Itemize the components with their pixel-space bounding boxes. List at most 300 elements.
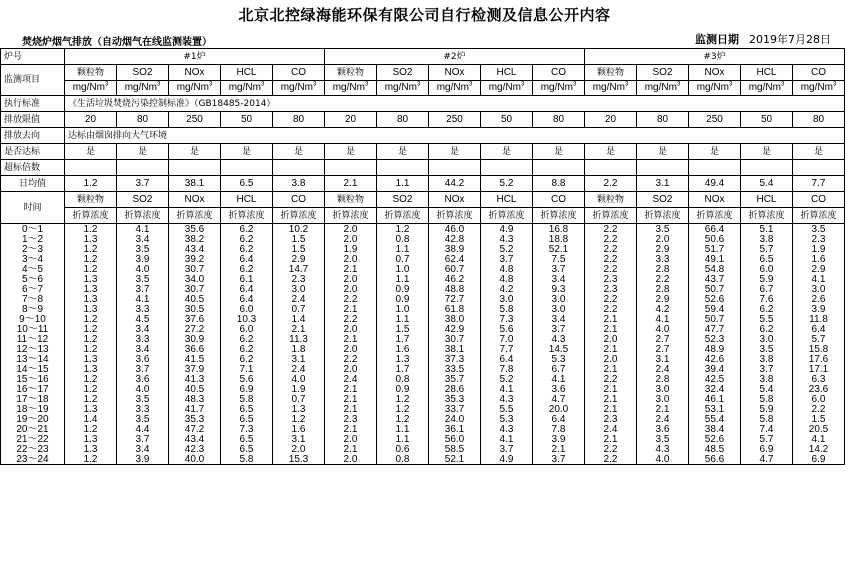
value-cell: 55.4 xyxy=(689,414,741,424)
value-cell: 5.7 xyxy=(793,334,845,344)
value-cell: 0.7 xyxy=(377,254,429,264)
unit-base: mg/Nm xyxy=(436,82,469,93)
value-cell: 1.2 xyxy=(65,454,117,465)
value-cell: 6.2 xyxy=(741,324,793,334)
table-row xyxy=(1,434,845,444)
limit-cell: 80 xyxy=(637,112,689,128)
exceed-label: 超标倍数 xyxy=(1,160,65,176)
value-cell: 5.2 xyxy=(481,374,533,384)
value-cell: 10.3 xyxy=(221,314,273,324)
standard-label: 执行标准 xyxy=(1,96,65,112)
value-cell: 1.2 xyxy=(65,254,117,264)
value-cell: 6.0 xyxy=(221,304,273,314)
daily-cell: 3.7 xyxy=(117,176,169,192)
value-cell: 62.4 xyxy=(429,254,481,264)
value-cell: 38.1 xyxy=(429,344,481,354)
value-cell: 2.1 xyxy=(585,364,637,374)
value-cell: 1.1 xyxy=(377,244,429,254)
unit-sup: 3 xyxy=(364,81,369,88)
value-cell: 2.1 xyxy=(585,434,637,444)
value-cell: 1.1 xyxy=(377,314,429,324)
exceed-cell xyxy=(429,160,481,176)
value-cell: 2.1 xyxy=(325,304,377,314)
value-cell: 1.3 xyxy=(65,304,117,314)
value-cell: 10.2 xyxy=(273,224,325,235)
emission-table xyxy=(0,48,845,465)
value-cell: 7.7 xyxy=(481,344,533,354)
table-row xyxy=(1,424,845,434)
value-cell: 27.2 xyxy=(169,324,221,334)
exceed-cell xyxy=(325,160,377,176)
value-cell: 6.2 xyxy=(741,304,793,314)
value-cell: 2.2 xyxy=(585,454,637,465)
pollutant-header: SO2 xyxy=(117,192,169,208)
exceed-cell xyxy=(117,160,169,176)
value-cell: 2.2 xyxy=(585,304,637,314)
value-cell: 2.8 xyxy=(637,284,689,294)
value-cell: 30.5 xyxy=(169,304,221,314)
pollutant-header: HCL xyxy=(221,65,273,81)
value-cell: 3.4 xyxy=(117,444,169,454)
limit-cell: 50 xyxy=(741,112,793,128)
value-cell: 1.3 xyxy=(65,294,117,304)
unit-cell xyxy=(169,81,221,96)
unit-base: mg/Nm xyxy=(592,82,625,93)
pollutant-header: CO xyxy=(533,192,585,208)
value-cell: 40.0 xyxy=(169,454,221,465)
daily-cell: 5.2 xyxy=(481,176,533,192)
daily-cell: 44.2 xyxy=(429,176,481,192)
value-cell: 3.5 xyxy=(117,274,169,284)
value-cell: 37.9 xyxy=(169,364,221,374)
pollutant-header: 颗粒物 xyxy=(65,65,117,81)
value-cell: 5.8 xyxy=(481,304,533,314)
conc-label: 折算浓度 xyxy=(117,208,169,224)
value-cell: 6.4 xyxy=(481,354,533,364)
value-cell: 3.5 xyxy=(117,414,169,424)
value-cell: 35.3 xyxy=(429,394,481,404)
value-cell: 1.5 xyxy=(273,234,325,244)
value-cell: 6.2 xyxy=(221,224,273,235)
value-cell: 14.5 xyxy=(533,344,585,354)
unit-base: mg/Nm xyxy=(124,82,157,93)
exceed-cell xyxy=(533,160,585,176)
table-row xyxy=(1,224,845,235)
value-cell: 1.2 xyxy=(377,224,429,235)
unit-sup: 3 xyxy=(156,81,161,88)
exceed-cell xyxy=(273,160,325,176)
exceed-cell xyxy=(689,160,741,176)
value-cell: 5.5 xyxy=(481,404,533,414)
compliance-cell: 是 xyxy=(741,144,793,160)
pollutant-header: NOx xyxy=(689,65,741,81)
unit-sup: 3 xyxy=(468,81,473,88)
unit-cell xyxy=(585,81,637,96)
unit-sup: 3 xyxy=(520,81,525,88)
value-cell: 5.8 xyxy=(741,414,793,424)
value-cell: 6.7 xyxy=(533,364,585,374)
value-cell: 3.7 xyxy=(533,324,585,334)
value-cell: 3.4 xyxy=(117,324,169,334)
value-cell: 1.3 xyxy=(273,404,325,414)
conc-row xyxy=(1,208,845,224)
pollutant-header: CO xyxy=(793,65,845,81)
value-cell: 15.8 xyxy=(793,344,845,354)
value-cell: 4.2 xyxy=(481,284,533,294)
value-cell: 4.8 xyxy=(481,264,533,274)
unit-cell xyxy=(793,81,845,96)
limit-cell: 250 xyxy=(689,112,741,128)
pollutant-header: CO xyxy=(273,192,325,208)
time-cell: 18～19 xyxy=(1,404,65,414)
value-cell: 6.4 xyxy=(221,254,273,264)
value-cell: 5.5 xyxy=(741,314,793,324)
furnace-label: 炉号 xyxy=(1,49,65,65)
unit-cell xyxy=(429,81,481,96)
value-cell: 4.9 xyxy=(481,454,533,465)
value-cell: 3.4 xyxy=(533,314,585,324)
unit-cell xyxy=(377,81,429,96)
conc-label: 折算浓度 xyxy=(689,208,741,224)
value-cell: 2.1 xyxy=(585,344,637,354)
table-row xyxy=(1,444,845,454)
value-cell: 2.2 xyxy=(325,314,377,324)
value-cell: 50.7 xyxy=(689,284,741,294)
value-cell: 2.2 xyxy=(585,244,637,254)
value-cell: 2.2 xyxy=(585,374,637,384)
value-cell: 7.4 xyxy=(741,424,793,434)
unit-sup: 3 xyxy=(208,81,213,88)
value-cell: 4.1 xyxy=(117,224,169,235)
table-row xyxy=(1,354,845,364)
value-cell: 42.9 xyxy=(429,324,481,334)
value-cell: 61.8 xyxy=(429,304,481,314)
value-cell: 37.3 xyxy=(429,354,481,364)
compliance-cell: 是 xyxy=(533,144,585,160)
value-cell: 41.7 xyxy=(169,404,221,414)
value-cell: 6.1 xyxy=(221,274,273,284)
table-row xyxy=(1,284,845,294)
conc-label: 折算浓度 xyxy=(585,208,637,224)
unit-sup: 3 xyxy=(312,81,317,88)
value-cell: 3.9 xyxy=(117,454,169,465)
value-cell: 50.6 xyxy=(689,234,741,244)
value-cell: 7.8 xyxy=(533,424,585,434)
value-cell: 4.1 xyxy=(117,294,169,304)
conc-label: 折算浓度 xyxy=(325,208,377,224)
time-cell: 15～16 xyxy=(1,374,65,384)
value-cell: 4.0 xyxy=(637,324,689,334)
value-cell: 1.2 xyxy=(65,384,117,394)
time-cell: 21～22 xyxy=(1,434,65,444)
value-cell: 6.2 xyxy=(221,234,273,244)
value-cell: 3.7 xyxy=(741,364,793,374)
compliance-cell: 是 xyxy=(221,144,273,160)
value-cell: 1.4 xyxy=(65,414,117,424)
limit-cell: 20 xyxy=(585,112,637,128)
value-cell: 1.2 xyxy=(65,264,117,274)
value-cell: 4.0 xyxy=(117,384,169,394)
exceed-cell xyxy=(741,160,793,176)
limit-cell: 250 xyxy=(169,112,221,128)
value-cell: 6.5 xyxy=(221,414,273,424)
limit-cell: 20 xyxy=(65,112,117,128)
value-cell: 2.4 xyxy=(273,294,325,304)
limit-label: 排放限值 xyxy=(1,112,65,128)
furnace-1-header: #1炉 xyxy=(65,49,325,65)
value-cell: 3.0 xyxy=(533,294,585,304)
value-cell: 6.9 xyxy=(793,454,845,465)
pollutant-header: NOx xyxy=(169,65,221,81)
monitor-date-value: 2019年7月28日 xyxy=(749,33,831,46)
pollutant-header: 颗粒物 xyxy=(65,192,117,208)
value-cell: 38.9 xyxy=(429,244,481,254)
value-cell: 2.0 xyxy=(325,234,377,244)
value-cell: 47.2 xyxy=(169,424,221,434)
value-cell: 1.7 xyxy=(377,334,429,344)
value-cell: 17.6 xyxy=(793,354,845,364)
unit-sup: 3 xyxy=(780,81,785,88)
value-cell: 6.5 xyxy=(741,254,793,264)
value-cell: 3.3 xyxy=(637,254,689,264)
pollutant-header: HCL xyxy=(741,192,793,208)
value-cell: 1.0 xyxy=(377,304,429,314)
table-row xyxy=(1,404,845,414)
value-cell: 4.7 xyxy=(533,394,585,404)
value-cell: 38.2 xyxy=(169,234,221,244)
limit-cell: 80 xyxy=(793,112,845,128)
value-cell: 3.3 xyxy=(117,304,169,314)
value-cell: 3.0 xyxy=(637,384,689,394)
value-cell: 2.8 xyxy=(637,374,689,384)
value-cell: 2.1 xyxy=(585,384,637,394)
value-cell: 3.4 xyxy=(117,234,169,244)
limit-cell: 80 xyxy=(377,112,429,128)
table-row xyxy=(1,384,845,394)
value-cell: 51.7 xyxy=(689,244,741,254)
unit-sup: 3 xyxy=(104,81,109,88)
value-cell: 2.1 xyxy=(533,444,585,454)
pollutant-header: CO xyxy=(793,192,845,208)
value-cell: 3.7 xyxy=(481,254,533,264)
value-cell: 47.7 xyxy=(689,324,741,334)
value-cell: 4.1 xyxy=(481,434,533,444)
unit-cell xyxy=(117,81,169,96)
compliance-cell: 是 xyxy=(793,144,845,160)
time-cell: 17～18 xyxy=(1,394,65,404)
compliance-cell: 是 xyxy=(689,144,741,160)
value-cell: 2.9 xyxy=(637,244,689,254)
time-cell: 12～13 xyxy=(1,344,65,354)
value-cell: 23.6 xyxy=(793,384,845,394)
value-cell: 43.4 xyxy=(169,434,221,444)
destination-value: 达标由烟囱排向大气环境 xyxy=(65,128,845,144)
value-cell: 1.8 xyxy=(273,344,325,354)
value-cell: 39.2 xyxy=(169,254,221,264)
value-cell: 1.2 xyxy=(65,314,117,324)
value-cell: 37.6 xyxy=(169,314,221,324)
unit-base: mg/Nm xyxy=(540,82,573,93)
value-cell: 5.3 xyxy=(481,414,533,424)
pollutant-header: NOx xyxy=(429,192,481,208)
value-cell: 3.4 xyxy=(533,274,585,284)
time-cell: 1～2 xyxy=(1,234,65,244)
daily-cell: 2.1 xyxy=(325,176,377,192)
value-cell: 1.9 xyxy=(273,384,325,394)
value-cell: 3.1 xyxy=(637,354,689,364)
daily-cell: 1.2 xyxy=(65,176,117,192)
value-cell: 43.7 xyxy=(689,274,741,284)
table-row xyxy=(1,334,845,344)
value-cell: 5.3 xyxy=(533,354,585,364)
value-cell: 2.1 xyxy=(273,324,325,334)
value-cell: 48.5 xyxy=(689,444,741,454)
value-cell: 5.8 xyxy=(221,394,273,404)
value-cell: 4.3 xyxy=(533,334,585,344)
value-cell: 2.2 xyxy=(793,404,845,414)
table-row xyxy=(1,394,845,404)
value-cell: 0.8 xyxy=(377,374,429,384)
value-cell: 11.3 xyxy=(273,334,325,344)
value-cell: 6.2 xyxy=(221,354,273,364)
value-cell: 36.1 xyxy=(429,424,481,434)
value-cell: 2.1 xyxy=(585,394,637,404)
pollutant-header: 颗粒物 xyxy=(325,65,377,81)
unit-cell xyxy=(741,81,793,96)
unit-row xyxy=(1,81,845,96)
unit-cell xyxy=(533,81,585,96)
value-cell: 2.9 xyxy=(793,264,845,274)
value-cell: 4.1 xyxy=(637,314,689,324)
value-cell: 2.1 xyxy=(325,444,377,454)
value-cell: 6.2 xyxy=(221,244,273,254)
value-cell: 2.6 xyxy=(793,294,845,304)
value-cell: 2.9 xyxy=(273,254,325,264)
value-cell: 1.2 xyxy=(377,404,429,414)
table-row xyxy=(1,454,845,465)
value-cell: 0.9 xyxy=(377,384,429,394)
value-cell: 1.3 xyxy=(65,274,117,284)
pollutant-header: NOx xyxy=(689,192,741,208)
value-cell: 6.4 xyxy=(221,294,273,304)
monitor-date xyxy=(695,31,831,47)
daily-cell: 38.1 xyxy=(169,176,221,192)
value-cell: 1.1 xyxy=(377,424,429,434)
unit-base: mg/Nm xyxy=(332,82,365,93)
value-cell: 2.2 xyxy=(585,254,637,264)
table-row xyxy=(1,274,845,284)
value-cell: 11.8 xyxy=(793,314,845,324)
time-cell: 8～9 xyxy=(1,304,65,314)
value-cell: 58.5 xyxy=(429,444,481,454)
value-cell: 3.4 xyxy=(117,344,169,354)
value-cell: 3.8 xyxy=(741,374,793,384)
unit-base: mg/Nm xyxy=(384,82,417,93)
value-cell: 2.7 xyxy=(637,334,689,344)
value-cell: 72.7 xyxy=(429,294,481,304)
value-cell: 1.2 xyxy=(65,374,117,384)
compliance-cell: 是 xyxy=(273,144,325,160)
value-cell: 3.5 xyxy=(637,224,689,235)
value-cell: 4.0 xyxy=(117,264,169,274)
value-cell: 6.7 xyxy=(741,284,793,294)
pollutant-header: NOx xyxy=(169,192,221,208)
value-cell: 3.5 xyxy=(793,224,845,235)
value-cell: 3.1 xyxy=(273,434,325,444)
table-row xyxy=(1,294,845,304)
value-cell: 53.1 xyxy=(689,404,741,414)
value-cell: 3.1 xyxy=(273,354,325,364)
compliance-cell: 是 xyxy=(637,144,689,160)
daily-cell: 49.4 xyxy=(689,176,741,192)
value-cell: 3.6 xyxy=(117,354,169,364)
value-cell: 9.3 xyxy=(533,284,585,294)
unit-cell xyxy=(689,81,741,96)
value-cell: 1.2 xyxy=(65,244,117,254)
value-cell: 20.5 xyxy=(793,424,845,434)
value-cell: 18.8 xyxy=(533,234,585,244)
value-cell: 1.2 xyxy=(273,414,325,424)
unit-base: mg/Nm xyxy=(644,82,677,93)
furnace-row xyxy=(1,49,845,65)
destination-row xyxy=(1,128,845,144)
value-cell: 40.5 xyxy=(169,294,221,304)
value-cell: 3.9 xyxy=(793,304,845,314)
pollutant-header: SO2 xyxy=(377,192,429,208)
exceed-row xyxy=(1,160,845,176)
value-cell: 2.9 xyxy=(637,294,689,304)
value-cell: 0.9 xyxy=(377,294,429,304)
value-cell: 34.0 xyxy=(169,274,221,284)
value-cell: 5.2 xyxy=(481,244,533,254)
value-cell: 39.4 xyxy=(689,364,741,374)
exceed-cell xyxy=(585,160,637,176)
value-cell: 5.1 xyxy=(741,224,793,235)
value-cell: 54.8 xyxy=(689,264,741,274)
time-cell: 6～7 xyxy=(1,284,65,294)
value-cell: 48.8 xyxy=(429,284,481,294)
value-cell: 3.5 xyxy=(741,344,793,354)
value-cell: 2.0 xyxy=(325,364,377,374)
value-cell: 1.2 xyxy=(65,344,117,354)
pollutant-header: 颗粒物 xyxy=(585,192,637,208)
value-cell: 1.3 xyxy=(65,434,117,444)
unit-base: mg/Nm xyxy=(748,82,781,93)
value-cell: 43.4 xyxy=(169,244,221,254)
limit-row xyxy=(1,112,845,128)
value-cell: 1.7 xyxy=(377,364,429,374)
value-cell: 6.0 xyxy=(741,264,793,274)
value-cell: 2.0 xyxy=(585,354,637,364)
pollutant-header: 颗粒物 xyxy=(325,192,377,208)
time-label: 时间 xyxy=(1,192,65,224)
value-cell: 3.7 xyxy=(481,444,533,454)
standard-value: 《生活垃圾焚烧污染控制标准》（GB18485-2014） xyxy=(65,96,845,112)
compliance-cell: 是 xyxy=(65,144,117,160)
value-cell: 2.7 xyxy=(637,344,689,354)
value-cell: 6.0 xyxy=(793,394,845,404)
conc-label: 折算浓度 xyxy=(65,208,117,224)
value-cell: 56.6 xyxy=(689,454,741,465)
table-row xyxy=(1,264,845,274)
daily-cell: 5.4 xyxy=(741,176,793,192)
table-row xyxy=(1,234,845,244)
value-cell: 3.3 xyxy=(117,404,169,414)
table-row xyxy=(1,414,845,424)
value-cell: 4.7 xyxy=(741,454,793,465)
time-cell: 22～23 xyxy=(1,444,65,454)
value-cell: 1.5 xyxy=(273,244,325,254)
